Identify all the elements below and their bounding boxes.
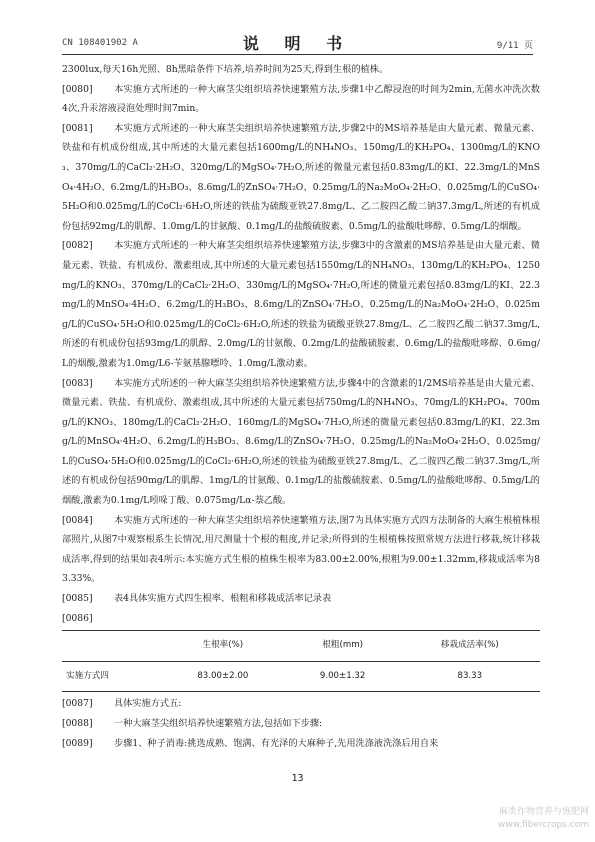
page-number: 13: [291, 773, 304, 784]
paragraph-0085: [62, 589, 540, 609]
table-header-cell: [62, 631, 160, 662]
paragraph-number: [0087]: [62, 698, 93, 710]
document-body: [62, 60, 540, 753]
patent-number: CN 108401902 A: [62, 38, 138, 48]
paragraph-number: [0081]: [62, 122, 93, 134]
paragraph-text: 2300lux,每天16h光照、8h黑暗条件下培养,培养时间为25天,得到生根的植株。: [62, 64, 389, 75]
paragraph-number: [0080]: [62, 83, 93, 95]
table-cell: 实施方式四: [62, 661, 160, 692]
paragraph-number: [0082]: [62, 240, 93, 252]
table-header-cell: 根粗(mm): [286, 631, 400, 662]
paragraph-number: [0085]: [62, 593, 93, 605]
paragraph-number: [0084]: [62, 514, 93, 526]
table-header-cell: 生根率(%): [160, 631, 286, 662]
table-cell: 83.00±2.00: [160, 661, 286, 692]
paragraph-0081: [62, 119, 540, 237]
site-watermark: [498, 806, 589, 832]
paragraph-number: [0088]: [62, 718, 93, 729]
paragraph-number: [0083]: [62, 377, 93, 389]
watermark-line: 麻类作物营养与施肥网: [498, 807, 589, 817]
table-header-row: [62, 631, 540, 662]
results-table: [62, 630, 540, 692]
table-caption: 表4具体实施方式四生根率、根粗和移栽成活率记录表: [114, 593, 332, 605]
paragraph-number: [0089]: [62, 737, 93, 749]
page-title: 说 明 书: [242, 34, 353, 53]
results-table-wrapper: [62, 630, 540, 692]
table-header-cell: 移栽成活率(%): [400, 631, 540, 662]
header-divider: [62, 54, 533, 55]
page-count: 9/11 页: [496, 41, 533, 51]
paragraph-0089: [62, 734, 540, 754]
paragraph-0083: [62, 374, 540, 511]
paragraph-text: 本实施方式所述的一种大麻茎尖组织培养快速繁殖方法,步骤1中乙醇浸泡的时间为2min,无菌水冲洗次数4次,升汞溶液浸泡处理时间7min。: [62, 83, 540, 115]
paragraph-text: 步骤1、种子消毒:挑选成熟、饱满、有光泽的大麻种子,先用洗涤液洗涤后用自来: [114, 737, 439, 749]
paragraph-text: 本实施方式所述的一种大麻茎尖组织培养快速繁殖方法,图7为具体实施方式四方法制备的大麻生根植株根部照片,从图7中观察根系生长情况,用尺测量十个根的粗度,并记录;所得到的生根植株按照常规方法进行移栽,统计移栽成活率,得到的结果如表4所示:本实施方式生根的植株生根率为83.00±2.00%,根粗为9.00±1.32mm,移栽成活率为83.33%。: [62, 514, 540, 585]
paragraph-0082: [62, 236, 540, 373]
paragraph-text: 一种大麻茎尖组织培养快速繁殖方法,包括如下步骤:: [114, 718, 323, 729]
paragraph-0087: [62, 694, 540, 714]
paragraph-text: 本实施方式所述的一种大麻茎尖组织培养快速繁殖方法,步骤3中的含激素的MS培养基是由大量元素、微量元素、铁盐、有机成份、激素组成,其中所述的大量元素包括1550mg/L的NH₄NO₃、130mg/L的KH₂PO₄、1250mg/L的KNO₃、370mg/L的CaCl₂·2H₂O、330mg/L的MgSO₄·7H₂O,所述的微量元素包括0.83mg/L的KI、22.3mg/L的MnSO₄·4H₂O、6.2mg/L的H₃BO₃、8.6mg/L的ZnSO₄·7H₂O、0.25mg/L的Na₂MoO₄·2H₂O、0.025mg/L的CuSO₄·5H₂O和0.025mg/L的CoCl₂·6H₂O,所述的铁盐为硫酸亚铁27.8mg/L、乙二胺四乙酸二钠37.3mg/L,所述的有机成份包括93mg/L的肌醇、2.0mg/L的甘氨酸、0.2mg/L的盐酸硫胺素、0.6mg/L的盐酸吡哆醇、0.6mg/L的烟酸,激素为1.0mg/L6-苄氨基腺嘌呤、1.0mg/L激动素。: [62, 240, 540, 369]
paragraph-0080: [62, 80, 540, 119]
paragraph-text: 具体实施方式五:: [114, 698, 182, 710]
paragraph-0084: [62, 511, 540, 589]
paragraph-continuation: [62, 60, 540, 80]
paragraph-text: 本实施方式所述的一种大麻茎尖组织培养快速繁殖方法,步骤2中的MS培养基是由大量元素、微量元素、铁盐和有机成份组成,其中所述的大量元素包括1600mg/L的NH₄NO₃、150mg/L的KH₂PO₄、1300mg/L的KNO₃、370mg/L的CaCl₂·2H₂O、320mg/L的MgSO₄·7H₂O,所述的微量元素包括0.83mg/L的KI、22.3mg/L的MnSO₄·4H₂O、6.2mg/L的H₃BO₃、8.6mg/L的ZnSO₄·7H₂O、0.25mg/L的Na₂MoO₄·2H₂O、0.025mg/L的CuSO₄·5H₂O和0.025mg/L的CoCl₂·6H₂O,所述的铁盐为硫酸亚铁27.8mg/L、乙二胺四乙酸二钠37.3mg/L,所述的有机成份包括92mg/L的肌醇、1.0mg/L的甘氨酸、0.1mg/L的盐酸硫胺素、0.5mg/L的盐酸吡哆醇、0.5mg/L的烟酸。: [62, 122, 540, 232]
paragraph-text: 本实施方式所述的一种大麻茎尖组织培养快速繁殖方法,步骤4中的含激素的1/2MS培养基是由大量元素、微量元素、铁盐、有机成份、激素组成,其中所述的大量元素包括750mg/L的NH₄NO₃、70mg/L的KH₂PO₄、700mg/L的KNO₃、180mg/L的CaCl₂·2H₂O、160mg/L的MgSO₄·7H₂O,所述的微量元素包括0.83mg/L的KI、22.3mg/L的MnSO₄·4H₂O、6.2mg/L的H₃BO₃、8.6mg/L的ZnSO₄·7H₂O、0.25mg/L的Na₂MoO₄·2H₂O、0.025mg/L的CuSO₄·5H₂O和0.025mg/L的CoCl₂·6H₂O,所述的铁盐为硫酸亚铁27.8mg/L、乙二胺四乙酸二钠37.3mg/L,所述的有机成份包括90mg/L的肌醇、1mg/L的甘氨酸、0.1mg/L的盐酸硫胺素、0.5mg/L的盐酸吡哆醇、0.5mg/L的烟酸,激素为0.1mg/L吲哚丁酸、0.075mg/Lα-萘乙酸。: [62, 377, 540, 507]
watermark-line: www.fibercrops.com: [498, 820, 589, 830]
table-cell: 9.00±1.32: [286, 661, 400, 692]
table-row: [62, 661, 540, 692]
paragraph-0086: [62, 609, 540, 629]
paragraph-number: [0086]: [62, 612, 93, 624]
table-cell: 83.33: [400, 661, 540, 692]
paragraph-0088: [62, 714, 540, 734]
